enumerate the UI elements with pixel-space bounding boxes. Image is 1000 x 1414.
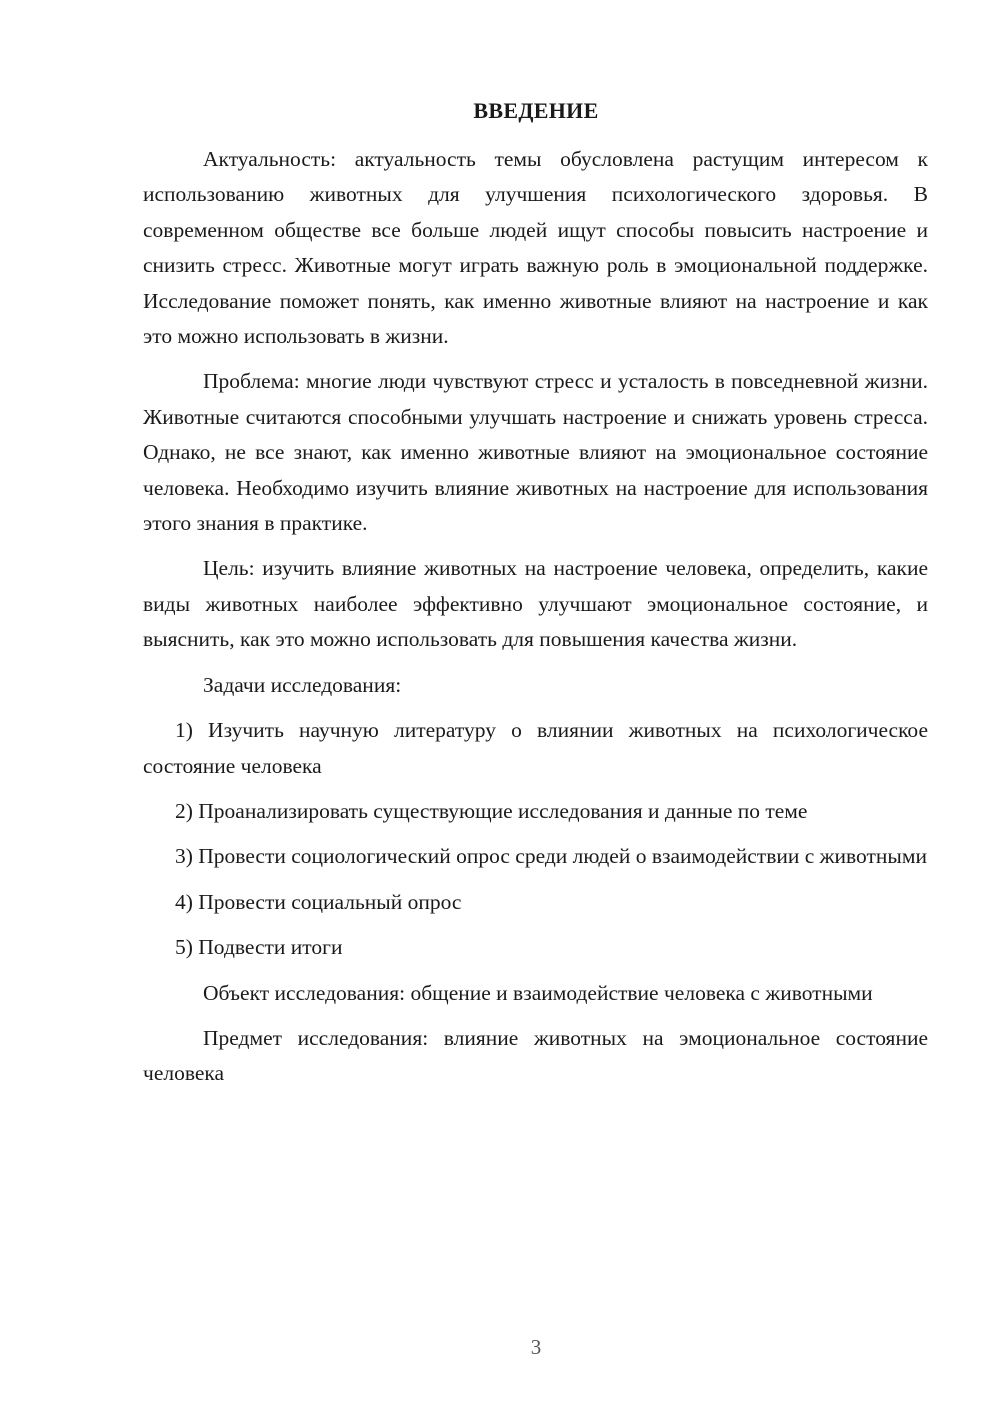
paragraph-goal: Цель: изучить влияние животных на настроение человека, определить, какие виды животных наиболее эффективно улучшают эмоциональное состояние, и выяснить, как это можно использовать для повышения качества жизни. (143, 556, 928, 652)
task-item-2: 2) Проанализировать существующие исследования и данные по теме (175, 798, 808, 823)
paragraph-problem: Проблема: многие люди чувствуют стресс и усталость в повседневной жизни. Животные считаются способными улучшать настроение и снижать уровень стресса. Однако, не все знают, как именно животные влияют на эмоциональное состояние человека. Необходимо изучить влияние животных на настроение для использования этого знания в практике. (143, 369, 928, 536)
page-title: ВВЕДЕНИЕ (473, 98, 599, 123)
page-number: 3 (530, 1335, 542, 1359)
task-item-4: 4) Провести социальный опрос (175, 889, 462, 914)
paragraph-subject: Предмет исследования: влияние животных на эмоциональное состояние человека (143, 1025, 928, 1086)
paragraph-tasks-title: Задачи исследования: (203, 672, 402, 697)
document-body (143, 142, 928, 1102)
task-item-1: 1) Изучить научную литературу о влиянии животных на психологическое состояние человека (143, 718, 928, 778)
paragraph-relevance: Актуальность: актуальность темы обусловлена растущим интересом к использованию животных для улучшения психологического здоровья. В современном обществе все больше людей ищут способы повысить настроение и снизить стресс. Животные могут играть важную роль в эмоциональной поддержке. Исследование поможет понять, как именно животные влияют на настроение и как это можно использовать в жизни. (143, 147, 928, 349)
paragraph-object: Объект исследования: общение и взаимодействие человека с животными (203, 980, 873, 1005)
task-item-5: 5) Подвести итоги (175, 935, 343, 960)
task-item-3: 3) Провести социологический опрос среди людей о взаимодействии с животными (175, 844, 927, 869)
